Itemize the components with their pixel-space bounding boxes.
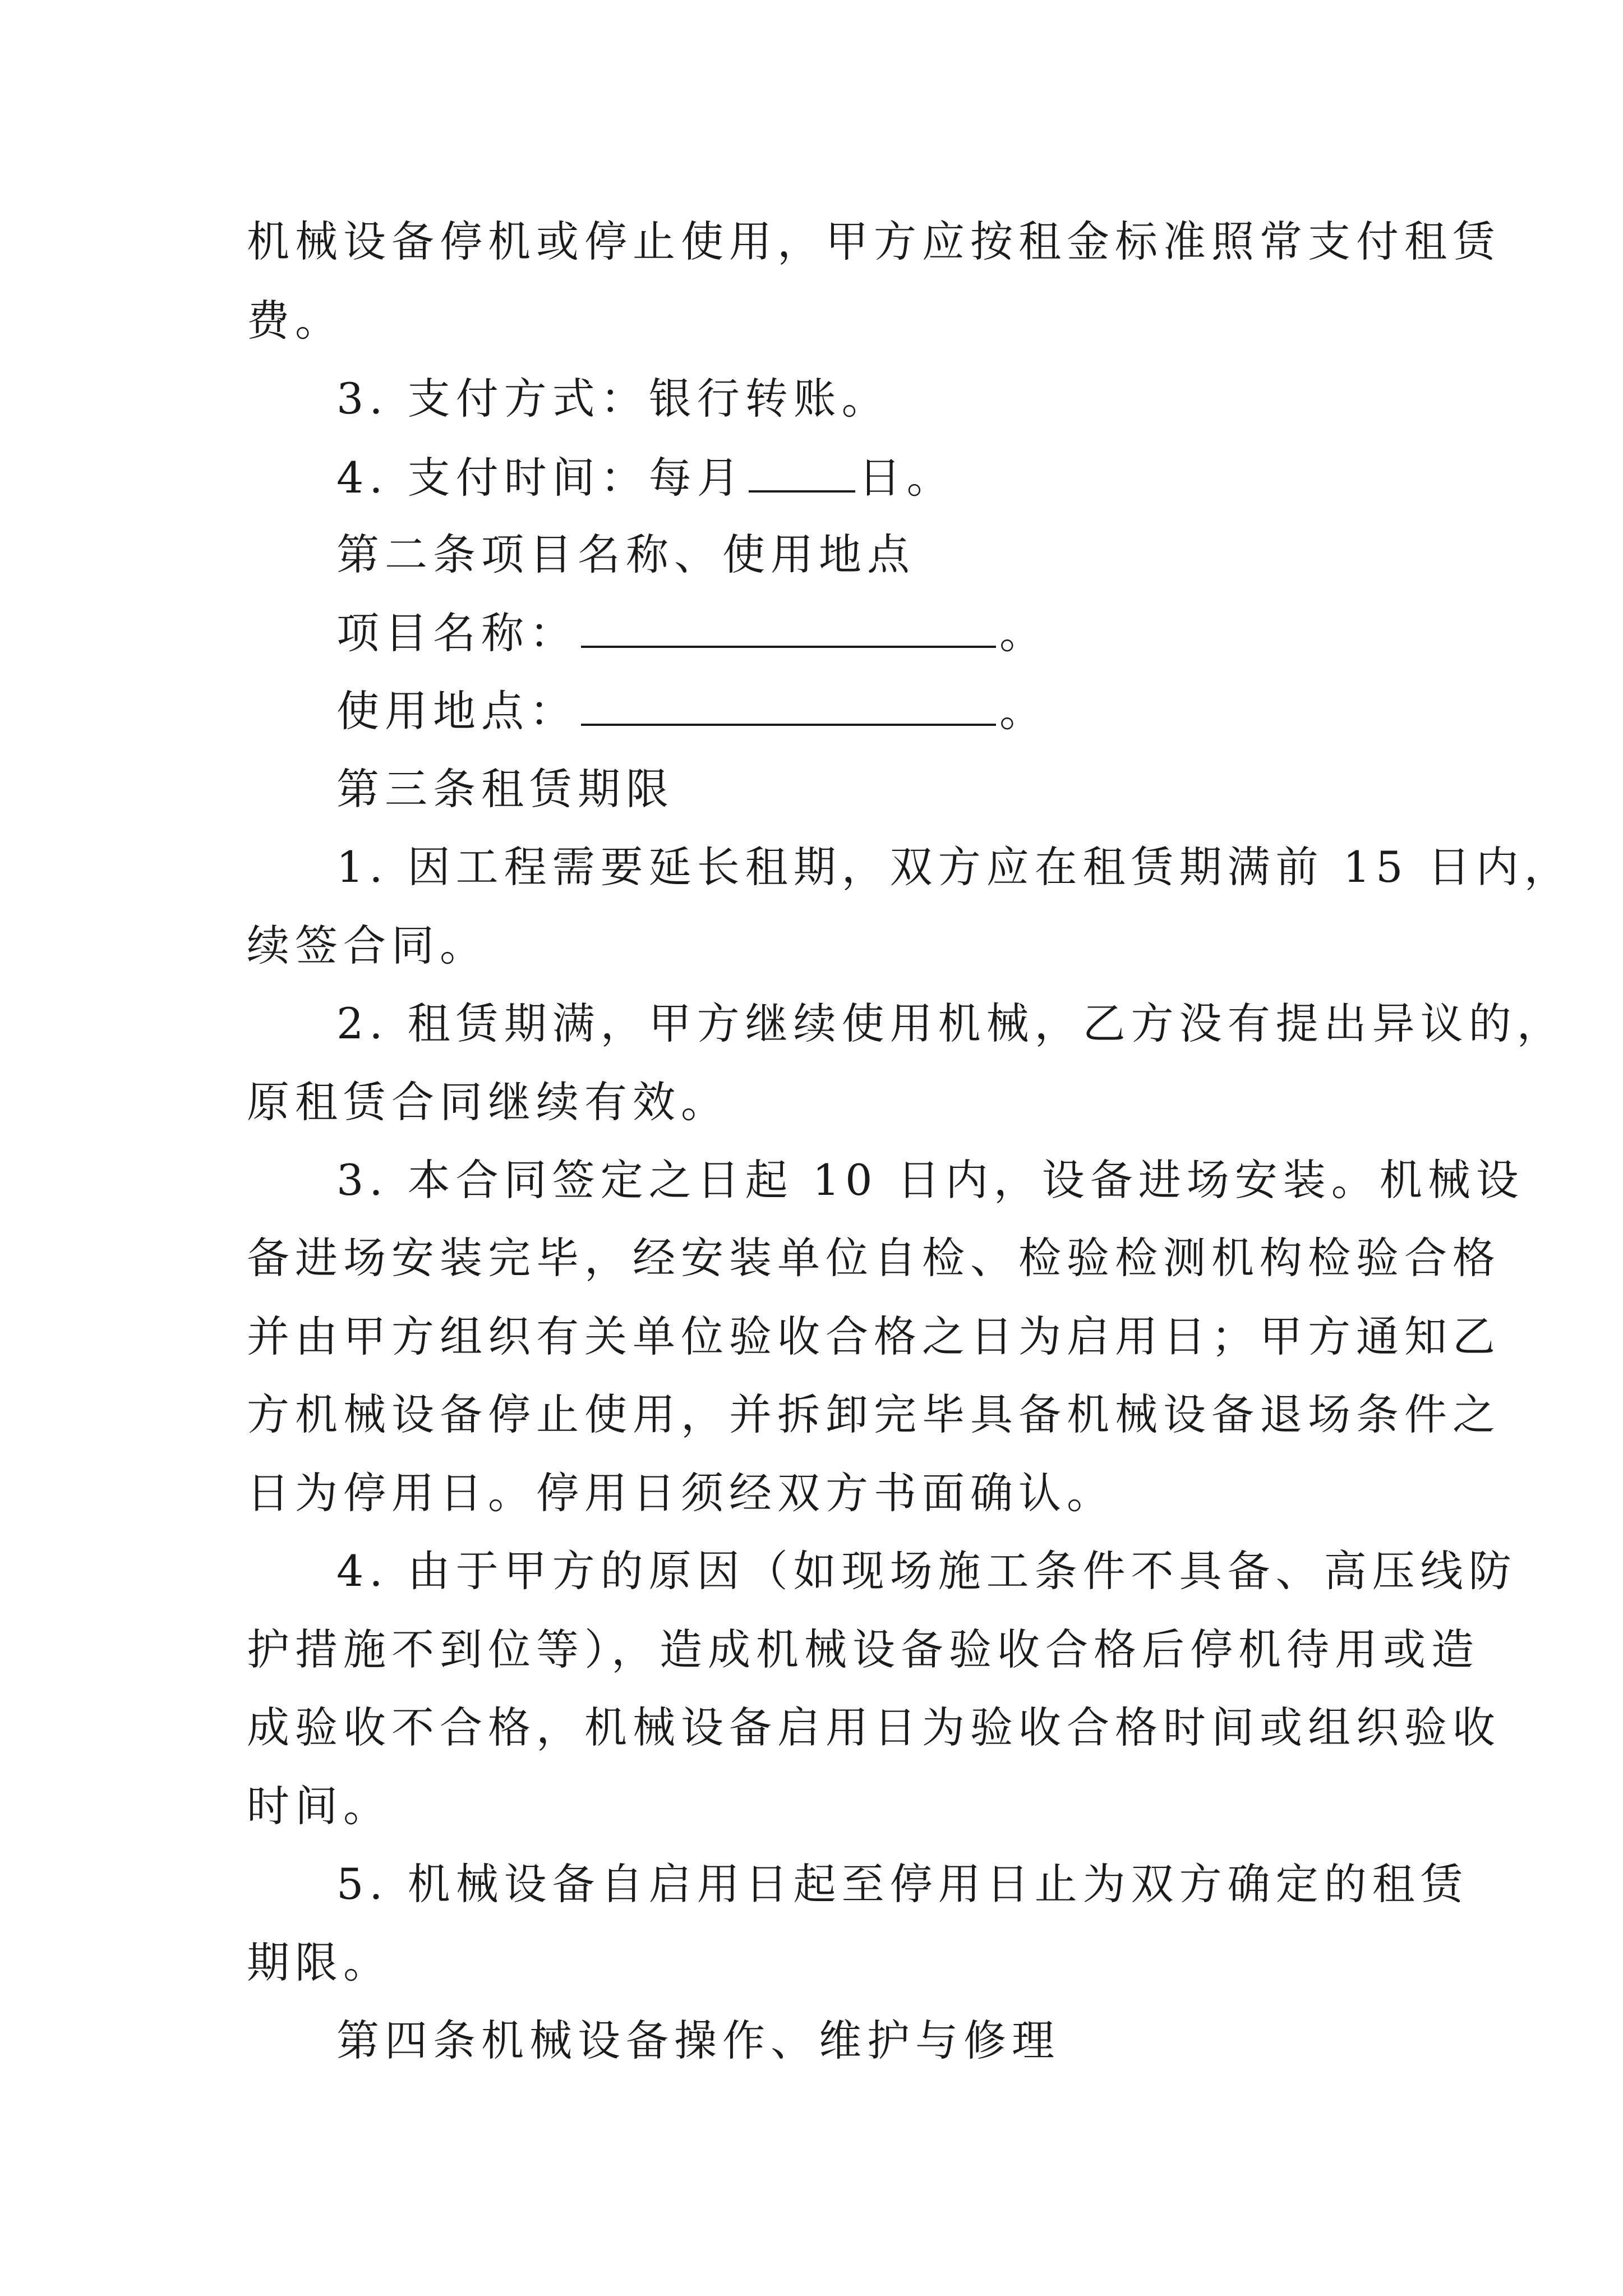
paragraph-line: 费。 — [247, 296, 343, 346]
payment-time-suffix: 日。 — [858, 453, 955, 503]
project-name-line — [336, 608, 1048, 659]
article-2-heading: 第二条项目名称、使用地点 — [336, 530, 915, 579]
payment-day-blank[interactable] — [749, 452, 855, 493]
paragraph-line: 日为停用日。停用日须经双方书面确认。 — [247, 1468, 1115, 1518]
paragraph-line: 成验收不合格，机械设备启用日为验收合格时间或组织验收 — [247, 1703, 1501, 1752]
project-name-blank[interactable] — [581, 608, 996, 648]
location-blank[interactable] — [581, 685, 996, 726]
location-line — [336, 685, 1048, 737]
paragraph-line: 备进场安装完毕，经安装单位自检、检验检测机构检验合格 — [247, 1233, 1501, 1283]
article-3-heading: 第三条租赁期限 — [336, 764, 674, 814]
paragraph-line: 5. 机械设备自启用日起至停用日止为双方确定的租赁 — [336, 1859, 1469, 1909]
payment-time-label: 4. 支付时间：每月 — [336, 453, 745, 503]
paragraph-line: 机械设备停机或停止使用，甲方应按租金标准照常支付租赁 — [247, 217, 1501, 266]
paragraph-line: 并由甲方组织有关单位验收合格之日为启用日；甲方通知乙 — [247, 1312, 1501, 1361]
article-4-heading: 第四条机械设备操作、维护与修理 — [336, 2016, 1060, 2065]
paragraph-line: 期限。 — [247, 1938, 391, 1987]
paragraph-line: 方机械设备停止使用，并拆卸完毕具备机械设备退场条件之 — [247, 1389, 1501, 1439]
paragraph-line: 续签合同。 — [247, 921, 488, 970]
project-name-label: 项目名称： — [336, 608, 578, 658]
paragraph-line: 4. 由于甲方的原因（如现场施工条件不具备、高压线防 — [336, 1546, 1517, 1596]
payment-method-line: 3. 支付方式：银行转账。 — [336, 374, 890, 424]
payment-time-line — [336, 452, 955, 503]
paragraph-line: 1. 因工程需要延长租期，双方应在租赁期满前 15 日内， — [336, 842, 1573, 892]
paragraph-line: 护措施不到位等），造成机械设备验收合格后停机待用或造 — [247, 1625, 1479, 1674]
location-label: 使用地点： — [336, 686, 578, 736]
paragraph-line: 时间。 — [247, 1781, 391, 1831]
paragraph-line: 2. 租赁期满，甲方继续使用机械，乙方没有提出异议的， — [336, 999, 1565, 1048]
location-end: 。 — [999, 686, 1048, 736]
paragraph-line: 原租赁合同继续有效。 — [247, 1077, 729, 1127]
paragraph-line: 3. 本合同签定之日起 10 日内，设备进场安装。机械设 — [336, 1155, 1524, 1205]
project-name-end: 。 — [999, 608, 1048, 658]
